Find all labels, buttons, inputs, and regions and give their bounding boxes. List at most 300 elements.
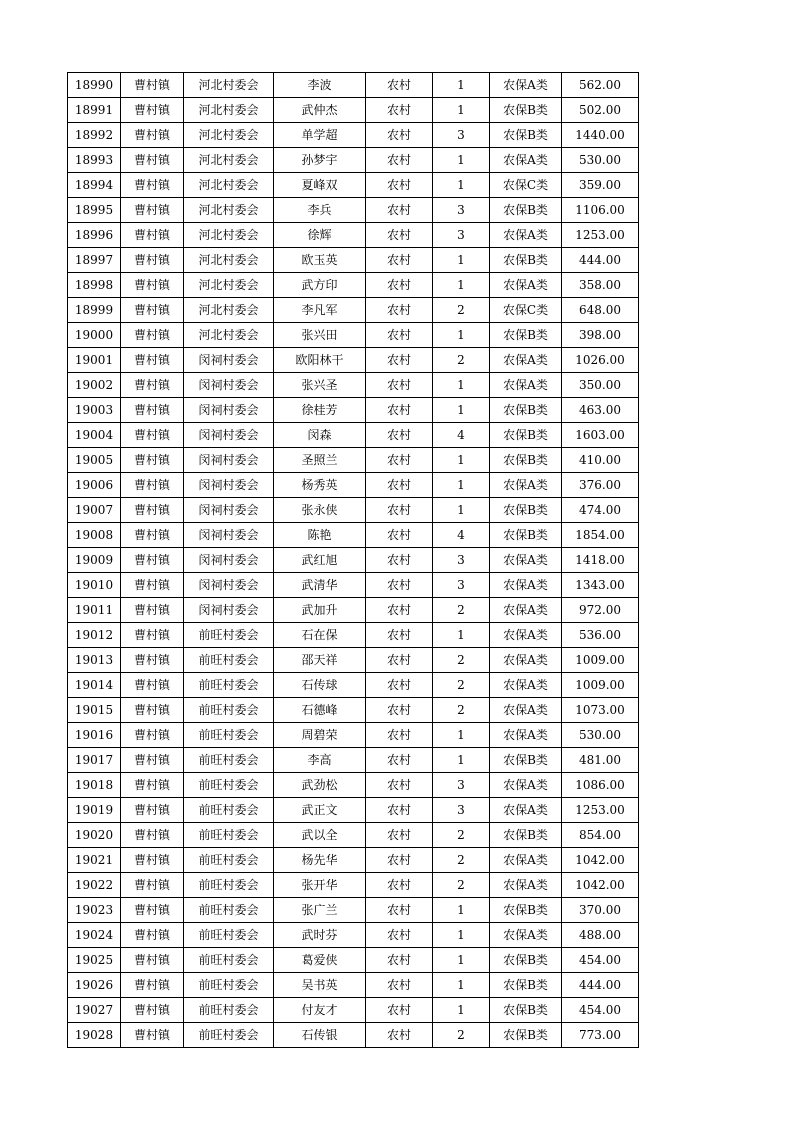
household-size-cell: 1	[433, 273, 490, 298]
person-name-cell: 付友才	[274, 998, 366, 1023]
township-cell: 曹村镇	[121, 123, 184, 148]
household-size-cell: 1	[433, 173, 490, 198]
household-type-cell: 农村	[366, 148, 433, 173]
amount-cell: 1253.00	[562, 223, 639, 248]
household-size-cell: 1	[433, 323, 490, 348]
person-name-cell: 欧玉英	[274, 248, 366, 273]
table-row	[68, 448, 639, 473]
village-committee-cell: 前旺村委会	[184, 1023, 274, 1048]
household-type-cell: 农村	[366, 823, 433, 848]
table-row	[68, 998, 639, 1023]
record-id-cell: 18998	[68, 273, 121, 298]
household-size-cell: 1	[433, 498, 490, 523]
insurance-category-cell: 农保A类	[490, 723, 562, 748]
amount-cell: 410.00	[562, 448, 639, 473]
insurance-category-cell: 农保B类	[490, 323, 562, 348]
household-size-cell: 1	[433, 723, 490, 748]
village-committee-cell: 闵祠村委会	[184, 598, 274, 623]
township-cell: 曹村镇	[121, 548, 184, 573]
village-committee-cell: 闵祠村委会	[184, 523, 274, 548]
person-name-cell: 陈艳	[274, 523, 366, 548]
amount-cell: 481.00	[562, 748, 639, 773]
household-type-cell: 农村	[366, 73, 433, 98]
table-row	[68, 523, 639, 548]
person-name-cell: 杨秀英	[274, 473, 366, 498]
insurance-category-cell: 农保A类	[490, 73, 562, 98]
table-row	[68, 598, 639, 623]
amount-cell: 1042.00	[562, 848, 639, 873]
record-id-cell: 18995	[68, 198, 121, 223]
record-id-cell: 19006	[68, 473, 121, 498]
village-committee-cell: 前旺村委会	[184, 723, 274, 748]
amount-cell: 1440.00	[562, 123, 639, 148]
amount-cell: 359.00	[562, 173, 639, 198]
insurance-category-cell: 农保B类	[490, 398, 562, 423]
person-name-cell: 杨先华	[274, 848, 366, 873]
table-row	[68, 348, 639, 373]
amount-cell: 972.00	[562, 598, 639, 623]
person-name-cell: 夏峰双	[274, 173, 366, 198]
record-id-cell: 19009	[68, 548, 121, 573]
insurance-category-cell: 农保A类	[490, 673, 562, 698]
household-type-cell: 农村	[366, 773, 433, 798]
village-committee-cell: 河北村委会	[184, 148, 274, 173]
household-size-cell: 1	[433, 998, 490, 1023]
amount-cell: 463.00	[562, 398, 639, 423]
insurance-category-cell: 农保B类	[490, 898, 562, 923]
amount-cell: 1009.00	[562, 673, 639, 698]
table-row	[68, 273, 639, 298]
township-cell: 曹村镇	[121, 348, 184, 373]
amount-cell: 530.00	[562, 723, 639, 748]
household-type-cell: 农村	[366, 873, 433, 898]
village-committee-cell: 前旺村委会	[184, 748, 274, 773]
household-size-cell: 1	[433, 748, 490, 773]
person-name-cell: 圣照兰	[274, 448, 366, 473]
record-id-cell: 19005	[68, 448, 121, 473]
table-row	[68, 773, 639, 798]
household-type-cell: 农村	[366, 198, 433, 223]
insurance-category-cell: 农保A类	[490, 623, 562, 648]
township-cell: 曹村镇	[121, 623, 184, 648]
village-committee-cell: 河北村委会	[184, 123, 274, 148]
amount-cell: 444.00	[562, 973, 639, 998]
amount-cell: 530.00	[562, 148, 639, 173]
person-name-cell: 石德峰	[274, 698, 366, 723]
table-row	[68, 498, 639, 523]
record-id-cell: 19011	[68, 598, 121, 623]
township-cell: 曹村镇	[121, 473, 184, 498]
township-cell: 曹村镇	[121, 898, 184, 923]
insurance-category-cell: 农保A类	[490, 348, 562, 373]
household-size-cell: 1	[433, 923, 490, 948]
township-cell: 曹村镇	[121, 948, 184, 973]
table-row	[68, 923, 639, 948]
insurance-category-cell: 农保B类	[490, 748, 562, 773]
amount-cell: 350.00	[562, 373, 639, 398]
village-committee-cell: 闵祠村委会	[184, 473, 274, 498]
household-size-cell: 2	[433, 673, 490, 698]
table-row	[68, 173, 639, 198]
household-size-cell: 3	[433, 198, 490, 223]
household-type-cell: 农村	[366, 323, 433, 348]
township-cell: 曹村镇	[121, 873, 184, 898]
household-type-cell: 农村	[366, 123, 433, 148]
table-row	[68, 123, 639, 148]
record-id-cell: 19015	[68, 698, 121, 723]
record-id-cell: 19028	[68, 1023, 121, 1048]
household-size-cell: 2	[433, 848, 490, 873]
village-committee-cell: 闵祠村委会	[184, 573, 274, 598]
village-committee-cell: 前旺村委会	[184, 923, 274, 948]
table-row	[68, 98, 639, 123]
household-size-cell: 1	[433, 73, 490, 98]
table-row	[68, 973, 639, 998]
record-id-cell: 19007	[68, 498, 121, 523]
table-row	[68, 473, 639, 498]
village-committee-cell: 前旺村委会	[184, 873, 274, 898]
village-committee-cell: 前旺村委会	[184, 973, 274, 998]
household-size-cell: 1	[433, 973, 490, 998]
insurance-category-cell: 农保A类	[490, 773, 562, 798]
household-type-cell: 农村	[366, 698, 433, 723]
township-cell: 曹村镇	[121, 773, 184, 798]
table-row	[68, 398, 639, 423]
household-type-cell: 农村	[366, 623, 433, 648]
record-id-cell: 19020	[68, 823, 121, 848]
township-cell: 曹村镇	[121, 448, 184, 473]
amount-cell: 1343.00	[562, 573, 639, 598]
person-name-cell: 葛爱侠	[274, 948, 366, 973]
household-type-cell: 农村	[366, 948, 433, 973]
record-id-cell: 19025	[68, 948, 121, 973]
record-id-cell: 19012	[68, 623, 121, 648]
household-size-cell: 3	[433, 573, 490, 598]
household-type-cell: 农村	[366, 373, 433, 398]
township-cell: 曹村镇	[121, 598, 184, 623]
table-row	[68, 723, 639, 748]
table-row	[68, 898, 639, 923]
record-id-cell: 19023	[68, 898, 121, 923]
household-type-cell: 农村	[366, 523, 433, 548]
table-row	[68, 548, 639, 573]
village-committee-cell: 前旺村委会	[184, 848, 274, 873]
township-cell: 曹村镇	[121, 1023, 184, 1048]
township-cell: 曹村镇	[121, 848, 184, 873]
household-size-cell: 1	[433, 248, 490, 273]
record-id-cell: 19013	[68, 648, 121, 673]
record-id-cell: 19003	[68, 398, 121, 423]
household-size-cell: 3	[433, 123, 490, 148]
person-name-cell: 邵天祥	[274, 648, 366, 673]
township-cell: 曹村镇	[121, 798, 184, 823]
township-cell: 曹村镇	[121, 398, 184, 423]
household-type-cell: 农村	[366, 448, 433, 473]
roster-table	[67, 72, 639, 1048]
record-id-cell: 18994	[68, 173, 121, 198]
household-type-cell: 农村	[366, 573, 433, 598]
household-size-cell: 2	[433, 298, 490, 323]
record-id-cell: 19008	[68, 523, 121, 548]
person-name-cell: 李兵	[274, 198, 366, 223]
amount-cell: 1603.00	[562, 423, 639, 448]
person-name-cell: 武加升	[274, 598, 366, 623]
amount-cell: 1073.00	[562, 698, 639, 723]
village-committee-cell: 河北村委会	[184, 98, 274, 123]
village-committee-cell: 前旺村委会	[184, 673, 274, 698]
village-committee-cell: 前旺村委会	[184, 823, 274, 848]
household-type-cell: 农村	[366, 673, 433, 698]
household-size-cell: 1	[433, 623, 490, 648]
person-name-cell: 武方印	[274, 273, 366, 298]
table-row	[68, 623, 639, 648]
insurance-category-cell: 农保A类	[490, 648, 562, 673]
household-type-cell: 农村	[366, 423, 433, 448]
person-name-cell: 张开华	[274, 873, 366, 898]
amount-cell: 1106.00	[562, 198, 639, 223]
household-size-cell: 1	[433, 148, 490, 173]
household-size-cell: 1	[433, 898, 490, 923]
township-cell: 曹村镇	[121, 748, 184, 773]
insurance-category-cell: 农保A类	[490, 148, 562, 173]
amount-cell: 648.00	[562, 298, 639, 323]
household-type-cell: 农村	[366, 1023, 433, 1048]
household-size-cell: 1	[433, 473, 490, 498]
household-type-cell: 农村	[366, 648, 433, 673]
township-cell: 曹村镇	[121, 248, 184, 273]
township-cell: 曹村镇	[121, 523, 184, 548]
person-name-cell: 武以全	[274, 823, 366, 848]
township-cell: 曹村镇	[121, 423, 184, 448]
record-id-cell: 18993	[68, 148, 121, 173]
insurance-category-cell: 农保B类	[490, 448, 562, 473]
village-committee-cell: 河北村委会	[184, 223, 274, 248]
township-cell: 曹村镇	[121, 823, 184, 848]
village-committee-cell: 前旺村委会	[184, 898, 274, 923]
township-cell: 曹村镇	[121, 723, 184, 748]
person-name-cell: 闵森	[274, 423, 366, 448]
insurance-category-cell: 农保B类	[490, 1023, 562, 1048]
person-name-cell: 武劲松	[274, 773, 366, 798]
township-cell: 曹村镇	[121, 223, 184, 248]
amount-cell: 444.00	[562, 248, 639, 273]
household-size-cell: 2	[433, 698, 490, 723]
insurance-category-cell: 农保A类	[490, 573, 562, 598]
village-committee-cell: 河北村委会	[184, 173, 274, 198]
household-type-cell: 农村	[366, 273, 433, 298]
table-row	[68, 798, 639, 823]
household-type-cell: 农村	[366, 223, 433, 248]
village-committee-cell: 闵祠村委会	[184, 498, 274, 523]
household-type-cell: 农村	[366, 398, 433, 423]
household-type-cell: 农村	[366, 848, 433, 873]
record-id-cell: 19002	[68, 373, 121, 398]
amount-cell: 773.00	[562, 1023, 639, 1048]
insurance-category-cell: 农保B类	[490, 523, 562, 548]
amount-cell: 370.00	[562, 898, 639, 923]
household-size-cell: 2	[433, 598, 490, 623]
amount-cell: 488.00	[562, 923, 639, 948]
township-cell: 曹村镇	[121, 373, 184, 398]
person-name-cell: 武正文	[274, 798, 366, 823]
record-id-cell: 19014	[68, 673, 121, 698]
township-cell: 曹村镇	[121, 148, 184, 173]
amount-cell: 562.00	[562, 73, 639, 98]
person-name-cell: 石在保	[274, 623, 366, 648]
table-row	[68, 748, 639, 773]
village-committee-cell: 前旺村委会	[184, 948, 274, 973]
amount-cell: 1854.00	[562, 523, 639, 548]
table-row	[68, 148, 639, 173]
insurance-category-cell: 农保A类	[490, 923, 562, 948]
village-committee-cell: 闵祠村委会	[184, 398, 274, 423]
village-committee-cell: 河北村委会	[184, 298, 274, 323]
insurance-category-cell: 农保A类	[490, 698, 562, 723]
amount-cell: 502.00	[562, 98, 639, 123]
township-cell: 曹村镇	[121, 323, 184, 348]
amount-cell: 358.00	[562, 273, 639, 298]
amount-cell: 1009.00	[562, 648, 639, 673]
person-name-cell: 石传银	[274, 1023, 366, 1048]
record-id-cell: 19024	[68, 923, 121, 948]
insurance-category-cell: 农保B类	[490, 823, 562, 848]
insurance-category-cell: 农保A类	[490, 473, 562, 498]
table-row	[68, 873, 639, 898]
township-cell: 曹村镇	[121, 648, 184, 673]
township-cell: 曹村镇	[121, 173, 184, 198]
table-row	[68, 323, 639, 348]
household-size-cell: 1	[433, 373, 490, 398]
person-name-cell: 石传球	[274, 673, 366, 698]
insurance-category-cell: 农保A类	[490, 223, 562, 248]
amount-cell: 1418.00	[562, 548, 639, 573]
township-cell: 曹村镇	[121, 573, 184, 598]
household-type-cell: 农村	[366, 798, 433, 823]
insurance-category-cell: 农保A类	[490, 598, 562, 623]
household-type-cell: 农村	[366, 173, 433, 198]
village-committee-cell: 前旺村委会	[184, 798, 274, 823]
record-id-cell: 19026	[68, 973, 121, 998]
township-cell: 曹村镇	[121, 98, 184, 123]
person-name-cell: 徐辉	[274, 223, 366, 248]
household-type-cell: 农村	[366, 723, 433, 748]
record-id-cell: 18999	[68, 298, 121, 323]
person-name-cell: 李凡军	[274, 298, 366, 323]
village-committee-cell: 前旺村委会	[184, 998, 274, 1023]
table-row	[68, 848, 639, 873]
insurance-category-cell: 农保B类	[490, 198, 562, 223]
table-row	[68, 248, 639, 273]
table-row	[68, 823, 639, 848]
village-committee-cell: 闵祠村委会	[184, 548, 274, 573]
insurance-category-cell: 农保A类	[490, 373, 562, 398]
record-id-cell: 19017	[68, 748, 121, 773]
village-committee-cell: 河北村委会	[184, 273, 274, 298]
insurance-category-cell: 农保A类	[490, 873, 562, 898]
person-name-cell: 徐桂芳	[274, 398, 366, 423]
household-type-cell: 农村	[366, 348, 433, 373]
insurance-category-cell: 农保A类	[490, 798, 562, 823]
record-id-cell: 19004	[68, 423, 121, 448]
record-id-cell: 19001	[68, 348, 121, 373]
household-type-cell: 农村	[366, 998, 433, 1023]
table-row	[68, 223, 639, 248]
table-row	[68, 1023, 639, 1048]
insurance-category-cell: 农保C类	[490, 173, 562, 198]
insurance-category-cell: 农保B类	[490, 123, 562, 148]
insurance-category-cell: 农保B类	[490, 973, 562, 998]
household-size-cell: 3	[433, 223, 490, 248]
township-cell: 曹村镇	[121, 973, 184, 998]
table-row	[68, 73, 639, 98]
household-size-cell: 3	[433, 798, 490, 823]
village-committee-cell: 河北村委会	[184, 323, 274, 348]
amount-cell: 398.00	[562, 323, 639, 348]
amount-cell: 1026.00	[562, 348, 639, 373]
amount-cell: 1042.00	[562, 873, 639, 898]
insurance-category-cell: 农保B类	[490, 423, 562, 448]
township-cell: 曹村镇	[121, 698, 184, 723]
household-type-cell: 农村	[366, 548, 433, 573]
household-type-cell: 农村	[366, 248, 433, 273]
household-size-cell: 1	[433, 948, 490, 973]
person-name-cell: 周碧荣	[274, 723, 366, 748]
household-size-cell: 2	[433, 348, 490, 373]
household-size-cell: 2	[433, 823, 490, 848]
household-type-cell: 农村	[366, 98, 433, 123]
insurance-category-cell: 农保B类	[490, 948, 562, 973]
household-size-cell: 1	[433, 448, 490, 473]
insurance-category-cell: 农保B类	[490, 498, 562, 523]
table-row	[68, 373, 639, 398]
table-row	[68, 948, 639, 973]
village-committee-cell: 前旺村委会	[184, 648, 274, 673]
person-name-cell: 张永侠	[274, 498, 366, 523]
person-name-cell: 李波	[274, 73, 366, 98]
record-id-cell: 19018	[68, 773, 121, 798]
amount-cell: 454.00	[562, 948, 639, 973]
insurance-category-cell: 农保B类	[490, 98, 562, 123]
amount-cell: 454.00	[562, 998, 639, 1023]
amount-cell: 1253.00	[562, 798, 639, 823]
record-id-cell: 19016	[68, 723, 121, 748]
record-id-cell: 19027	[68, 998, 121, 1023]
roster-body	[68, 73, 639, 1048]
person-name-cell: 武红旭	[274, 548, 366, 573]
household-type-cell: 农村	[366, 898, 433, 923]
person-name-cell: 张兴田	[274, 323, 366, 348]
amount-cell: 536.00	[562, 623, 639, 648]
township-cell: 曹村镇	[121, 273, 184, 298]
person-name-cell: 单学超	[274, 123, 366, 148]
record-id-cell: 19021	[68, 848, 121, 873]
township-cell: 曹村镇	[121, 73, 184, 98]
record-id-cell: 18991	[68, 98, 121, 123]
amount-cell: 474.00	[562, 498, 639, 523]
household-type-cell: 农村	[366, 923, 433, 948]
person-name-cell: 武仲杰	[274, 98, 366, 123]
household-type-cell: 农村	[366, 298, 433, 323]
township-cell: 曹村镇	[121, 673, 184, 698]
table-row	[68, 573, 639, 598]
household-size-cell: 4	[433, 423, 490, 448]
person-name-cell: 张兴圣	[274, 373, 366, 398]
record-id-cell: 18997	[68, 248, 121, 273]
person-name-cell: 武时芬	[274, 923, 366, 948]
person-name-cell: 吴书英	[274, 973, 366, 998]
record-id-cell: 18996	[68, 223, 121, 248]
village-committee-cell: 前旺村委会	[184, 698, 274, 723]
